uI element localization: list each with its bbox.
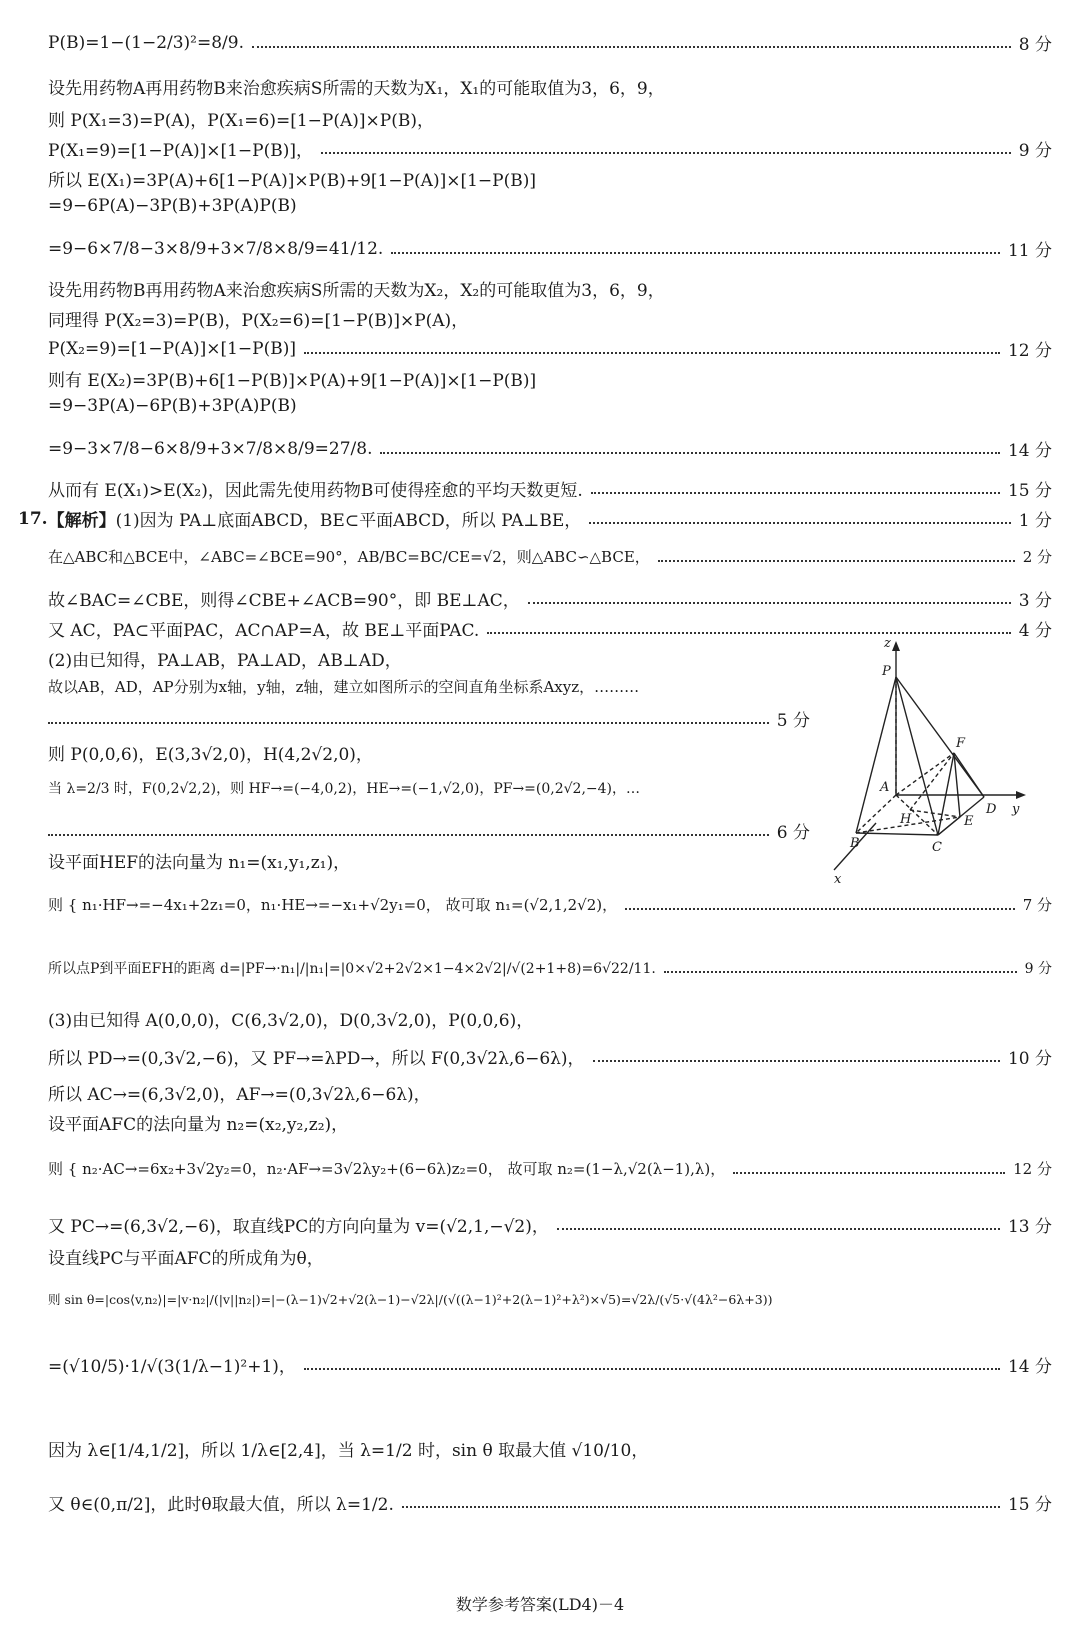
q17-line-12: 则 { n₁·HF→=−4x₁+2z₁=0，n₁·HE→=−x₁+√2y₁=0， 故可取 n₁=(√2,1,2√2)， 7 分 <box>48 896 1052 914</box>
q16-line-2: 设先用药物A再用药物B来治愈疾病S所需的天数为X₁，X₁的可能取值为3，6，9， <box>48 79 665 99</box>
q17-line-16: 所以 AC→=(6,3√2,0)，AF→=(0,3√2λ,6−6λ)， <box>48 1085 431 1105</box>
q17-line-4: 又 AC，PA⊂平面PAC，AC∩AP=A，故 BE⊥平面PAC. 4 分 <box>48 621 1052 641</box>
q17-line-17: 设平面AFC的法向量为 n₂=(x₂,y₂,z₂)， <box>48 1115 349 1135</box>
q17-line-18: 则 { n₂·AC→=6x₂+3√2y₂=0，n₂·AF→=3√2λy₂+(6−6λ)z₂=0， 故可取 n₂=(1−λ,√2(λ−1),λ)， 12 分 <box>48 1160 1052 1178</box>
q17-line-21: 则 sin θ=|cos⟨v,n₂⟩|=|v·n₂|/(|v||n₂|)=|−(λ−1)√2+√2(λ−1)−√2λ|/(√((λ−1)²+2(λ−1)²+λ²)×√5)=√2λ/(√5·√(4λ²−6λ+3)) <box>48 1292 773 1307</box>
pyramid-coordinate-figure <box>834 636 1060 887</box>
q16-line-4: P(X₁=9)=[1−P(A)]×[1−P(B)]， 9 分 <box>48 141 1052 161</box>
q16-line-11: 则有 E(X₂)=3P(B)+6[1−P(B)]×P(A)+9[1−P(A)]×[1−P(B)] <box>48 371 537 391</box>
q16-line-8: 设先用药物B再用药物A来治愈疾病S所需的天数为X₂，X₂的可能取值为3，6，9， <box>48 281 665 301</box>
q17-line-9: 当 λ=2/3 时，F(0,2√2,2)，则 HF→=(−4,0,2)，HE→=(−1,√2,0)，PF→=(0,2√2,−4)，… <box>48 781 641 797</box>
q17-line-11: 设平面HEF的法向量为 n₁=(x₁,y₁,z₁)， <box>48 853 351 873</box>
q16-line-13: =9−3×7/8−6×8/9+3×7/8×8/9=27/8. 14 分 <box>48 438 1052 461</box>
q17-line-19: 又 PC→=(6,3√2,−6)，取直线PC的方向向量为 v=(√2,1,−√2)， 13 分 <box>48 1217 1052 1237</box>
q16-line-12: =9−3P(A)−6P(B)+3P(A)P(B) <box>48 396 297 416</box>
q16-line-7: =9−6×7/8−3×8/9+3×7/8×8/9=41/12. 11 分 <box>48 238 1052 261</box>
q16-line-6: =9−6P(A)−3P(B)+3P(A)P(B) <box>48 196 297 216</box>
q17-line-1: 17. 【解析】 (1)因为 PA⊥底面ABCD，BE⊂平面ABCD，所以 PA⊥BE， 1 分 <box>18 506 1052 531</box>
q16-line-9: 同理得 P(X₂=3)=P(B)，P(X₂=6)=[1−P(B)]×P(A)， <box>48 311 469 331</box>
q17-line-7: 5 分 <box>48 706 810 731</box>
q17-line-13: 所以点P到平面EFH的距离 d=|PF→·n₁|/|n₁|=|0×√2+2√2×1−4×2√2|/√(2+1+8)=6√22/11. 9 分 <box>48 961 1052 977</box>
q16-line-5: 所以 E(X₁)=3P(A)+6[1−P(A)]×P(B)+9[1−P(A)]×[1−P(B)] <box>48 171 536 191</box>
q17-line-2: 在△ABC和△BCE中，∠ABC=∠BCE=90°，AB/BC=BC/CE=√2，则△ABC∽△BCE， 2 分 <box>48 548 1052 566</box>
page-footer: 数学参考答案(LD4)－4 <box>455 1595 625 1614</box>
q17-line-6: 故以AB，AD，AP分别为x轴，y轴，z轴，建立如图所示的空间直角坐标系Axyz，……… <box>48 678 640 696</box>
y-label: y <box>1012 802 1020 817</box>
x-label: x <box>834 872 842 887</box>
label-F: F <box>956 736 966 751</box>
q16-line-14: 从而有 E(X₁)>E(X₂)，因此需先使用药物B可使得痊愈的平均天数更短. 15 分 <box>48 481 1052 501</box>
y-arrow-icon <box>1016 791 1026 799</box>
label-C: C <box>932 840 942 855</box>
q17-line-24: 又 θ∈(0,π/2]，此时θ取最大值，所以 λ=1/2. 15 分 <box>48 1495 1052 1515</box>
q16-line-1: P(B)=1−(1−2/3)²=8/9. 8 分 <box>48 32 1052 55</box>
q17-line-15: 所以 PD→=(0,3√2,−6)，又 PF→=λPD→，所以 F(0,3√2λ,6−6λ)， 10 分 <box>48 1049 1052 1069</box>
label-H: H <box>900 812 912 827</box>
question-number: 17. <box>18 508 48 529</box>
label-B: B <box>850 836 860 851</box>
q17-line-8: 则 P(0,0,6)，E(3,3√2,0)，H(4,2√2,0)， <box>48 745 373 765</box>
label-P: P <box>882 664 891 679</box>
z-arrow-icon <box>892 641 900 651</box>
z-label: z <box>884 636 891 651</box>
label-A: A <box>880 780 890 795</box>
q17-line-22: =(√10/5)·1/√(3(1/λ−1)²+1)， 14 分 <box>48 1357 1052 1377</box>
q17-line-20: 设直线PC与平面AFC的所成角为θ， <box>48 1249 324 1269</box>
label-D: D <box>986 802 997 817</box>
label-E: E <box>964 814 974 829</box>
q16-line-10: P(X₂=9)=[1−P(A)]×[1−P(B)] 12 分 <box>48 338 1052 361</box>
q17-line-3: 故∠BAC=∠CBE，则得∠CBE+∠ACB=90°，即 BE⊥AC， 3 分 <box>48 591 1052 611</box>
q17-line-23: 因为 λ∈[1/4,1/2]，所以 1/λ∈[2,4]，当 λ=1/2 时，sin θ 取最大值 √10/10， <box>48 1441 649 1461</box>
q16-line-3: 则 P(X₁=3)=P(A)，P(X₁=6)=[1−P(A)]×P(B)， <box>48 111 434 131</box>
q17-line-10: 6 分 <box>48 818 810 843</box>
analysis-label: 【解析】 <box>47 511 116 531</box>
q17-line-5: (2)由已知得，PA⊥AB，PA⊥AD，AB⊥AD， <box>48 651 402 671</box>
q17-line-14: (3)由已知得 A(0,0,0)，C(6,3√2,0)，D(0,3√2,0)，P(0,0,6)， <box>48 1011 534 1031</box>
